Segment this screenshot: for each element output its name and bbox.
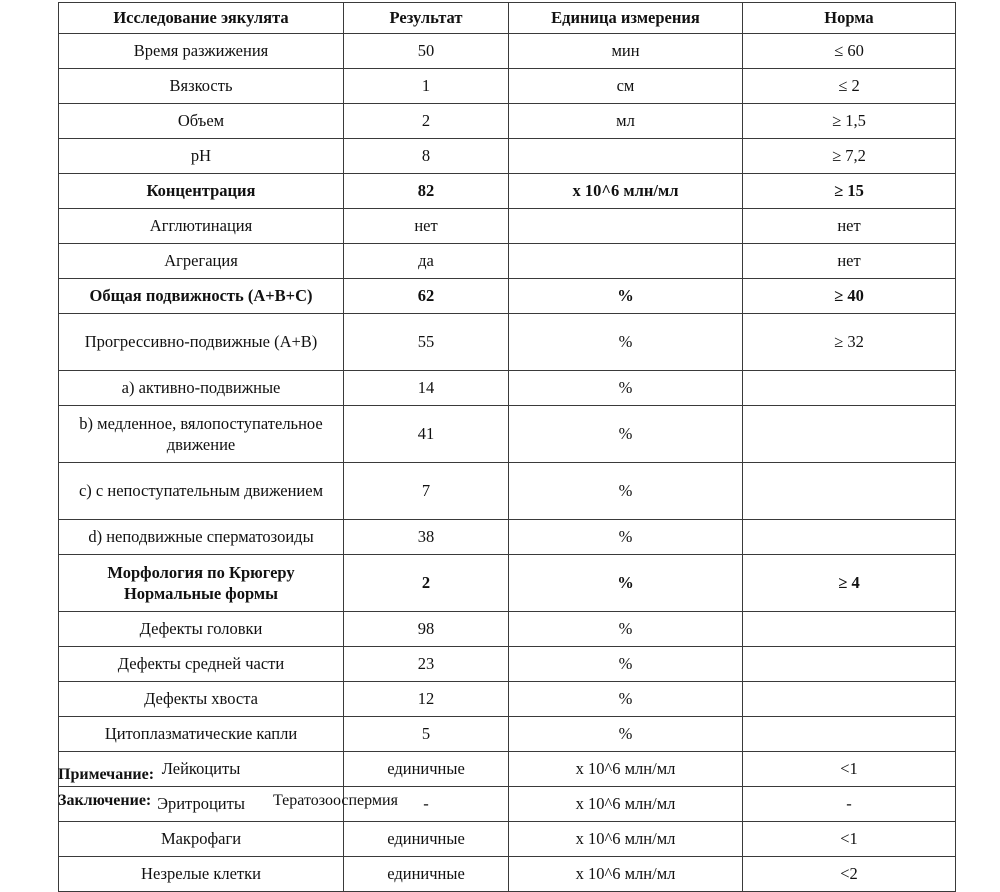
cell-result: да <box>344 244 509 279</box>
cell-result: нет <box>344 209 509 244</box>
cell-parameter: Дефекты хвоста <box>59 682 344 717</box>
cell-norm: нет <box>743 209 956 244</box>
cell-parameter: Объем <box>59 104 344 139</box>
cell-unit: х 10^6 млн/мл <box>509 822 743 857</box>
cell-unit: % <box>509 555 743 612</box>
cell-norm <box>743 371 956 406</box>
table-row <box>59 371 956 406</box>
cell-parameter: Эритроциты <box>59 787 344 822</box>
cell-parameter: Агрегация <box>59 244 344 279</box>
cell-norm: нет <box>743 244 956 279</box>
cell-norm <box>743 520 956 555</box>
cell-unit: х 10^6 млн/мл <box>509 787 743 822</box>
cell-parameter: Морфология по Крюгеру Нормальные формы <box>59 555 344 612</box>
table-row <box>59 174 956 209</box>
cell-norm <box>743 647 956 682</box>
table-row <box>59 69 956 104</box>
cell-parameter: c) с непоступательным движением <box>59 463 344 520</box>
cell-parameter: Прогрессивно-подвижные (А+В) <box>59 314 344 371</box>
table-row <box>59 314 956 371</box>
table-body <box>59 34 956 892</box>
cell-norm: ≥ 4 <box>743 555 956 612</box>
table-row <box>59 857 956 892</box>
footer-block <box>58 766 958 818</box>
cell-norm: <1 <box>743 822 956 857</box>
cell-unit: % <box>509 682 743 717</box>
cell-result: 5 <box>344 717 509 752</box>
cell-unit <box>509 209 743 244</box>
cell-norm <box>743 717 956 752</box>
cell-result: 82 <box>344 174 509 209</box>
cell-norm <box>743 682 956 717</box>
cell-unit <box>509 244 743 279</box>
cell-parameter: Концентрация <box>59 174 344 209</box>
cell-result: единичные <box>344 822 509 857</box>
cell-norm: <2 <box>743 857 956 892</box>
table-row <box>59 34 956 69</box>
cell-parameter: Дефекты головки <box>59 612 344 647</box>
cell-unit: мл <box>509 104 743 139</box>
table-header <box>59 3 956 34</box>
cell-unit: % <box>509 463 743 520</box>
cell-norm: ≥ 1,5 <box>743 104 956 139</box>
cell-unit: % <box>509 314 743 371</box>
table-row <box>59 244 956 279</box>
cell-result: 23 <box>344 647 509 682</box>
cell-result: 7 <box>344 463 509 520</box>
cell-result: единичные <box>344 857 509 892</box>
cell-parameter: Время разжижения <box>59 34 344 69</box>
note-label: Примечание: <box>58 766 155 783</box>
cell-norm <box>743 406 956 463</box>
cell-unit: х 10^6 млн/мл <box>509 752 743 787</box>
cell-unit: х 10^6 млн/мл <box>509 174 743 209</box>
cell-norm: ≤ 2 <box>743 69 956 104</box>
cell-result: - <box>344 787 509 822</box>
cell-parameter: Общая подвижность (А+В+С) <box>59 279 344 314</box>
table-row <box>59 463 956 520</box>
table-header-row <box>59 3 956 34</box>
cell-unit: % <box>509 406 743 463</box>
cell-norm: ≥ 40 <box>743 279 956 314</box>
semen-analysis-table <box>58 2 956 892</box>
cell-result: 50 <box>344 34 509 69</box>
cell-norm: ≤ 60 <box>743 34 956 69</box>
cell-parameter: d) неподвижные сперматозоиды <box>59 520 344 555</box>
cell-parameter: b) медленное, вялопоступательное движение <box>59 406 344 463</box>
cell-parameter: Дефекты средней части <box>59 647 344 682</box>
cell-result: 62 <box>344 279 509 314</box>
cell-parameter: a) активно-подвижные <box>59 371 344 406</box>
table-row <box>59 717 956 752</box>
table-row <box>59 104 956 139</box>
cell-result: 14 <box>344 371 509 406</box>
table-row <box>59 682 956 717</box>
table-row <box>59 406 956 463</box>
cell-result: 2 <box>344 104 509 139</box>
cell-unit: % <box>509 279 743 314</box>
note-row <box>58 766 958 792</box>
table-row <box>59 612 956 647</box>
cell-norm <box>743 612 956 647</box>
column-header-norm: Норма <box>743 3 956 34</box>
cell-result: 41 <box>344 406 509 463</box>
cell-unit: % <box>509 647 743 682</box>
table-row <box>59 139 956 174</box>
conclusion-label: Заключение: <box>58 792 152 809</box>
cell-parameter: Лейкоциты <box>59 752 344 787</box>
table-row <box>59 209 956 244</box>
cell-unit: х 10^6 млн/мл <box>509 857 743 892</box>
cell-result: 12 <box>344 682 509 717</box>
cell-unit: % <box>509 612 743 647</box>
cell-norm: ≥ 32 <box>743 314 956 371</box>
table-row <box>59 520 956 555</box>
column-header-result: Результат <box>344 3 509 34</box>
cell-norm: ≥ 15 <box>743 174 956 209</box>
cell-unit: см <box>509 69 743 104</box>
table-row <box>59 279 956 314</box>
cell-unit: мин <box>509 34 743 69</box>
cell-result: 38 <box>344 520 509 555</box>
cell-unit: % <box>509 717 743 752</box>
table-row <box>59 555 956 612</box>
cell-norm: ≥ 7,2 <box>743 139 956 174</box>
cell-parameter: Цитоплазматические капли <box>59 717 344 752</box>
cell-unit <box>509 139 743 174</box>
cell-result: единичные <box>344 752 509 787</box>
cell-parameter: Макрофаги <box>59 822 344 857</box>
cell-result: 1 <box>344 69 509 104</box>
cell-norm: - <box>743 787 956 822</box>
cell-unit: % <box>509 371 743 406</box>
column-header-parameter: Исследование эякулята <box>59 3 344 34</box>
cell-parameter: Агглютинация <box>59 209 344 244</box>
cell-result: 55 <box>344 314 509 371</box>
cell-unit: % <box>509 520 743 555</box>
conclusion-row <box>58 792 958 818</box>
cell-result: 8 <box>344 139 509 174</box>
cell-norm: <1 <box>743 752 956 787</box>
cell-parameter: pH <box>59 139 344 174</box>
table-row <box>59 647 956 682</box>
cell-parameter: Вязкость <box>59 69 344 104</box>
column-header-unit: Единица измерения <box>509 3 743 34</box>
cell-norm <box>743 463 956 520</box>
cell-result: 2 <box>344 555 509 612</box>
conclusion-value: Тератозооспермия <box>273 792 398 809</box>
cell-parameter: Незрелые клетки <box>59 857 344 892</box>
cell-result: 98 <box>344 612 509 647</box>
